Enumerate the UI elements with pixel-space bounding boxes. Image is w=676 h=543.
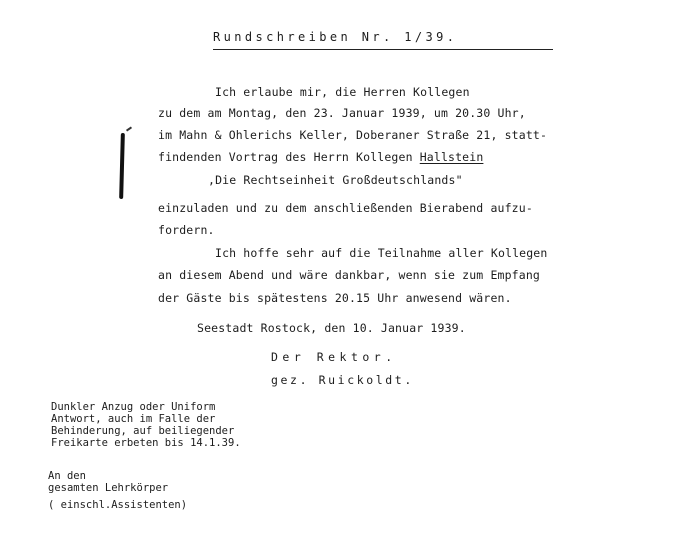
note-line-2: Antwort, auch im Falle der — [51, 413, 216, 425]
body-line-9: an diesem Abend und wäre dankbar, wenn sie zum Empfang — [158, 268, 540, 282]
recipient-line-3: ( einschl.Assistenten) — [48, 499, 188, 511]
title-underline — [213, 49, 553, 50]
body-line-8: Ich hoffe sehr auf die Teilnahme aller Kollegen — [215, 246, 548, 260]
body-line-1: Ich erlaube mir, die Herren Kollegen — [215, 85, 470, 99]
note-line-1: Dunkler Anzug oder Uniform — [51, 401, 216, 413]
document-title: Rundschreiben Nr. 1/39. — [213, 30, 458, 44]
body-line-6: einzuladen und zu dem anschließenden Bierabend aufzu- — [158, 201, 533, 215]
signature-line — [271, 373, 414, 387]
margin-pencil-mark — [119, 133, 125, 199]
body-line-4 — [158, 150, 483, 164]
margin-pencil-tick — [126, 126, 132, 131]
lecture-title: ,Die Rechtseinheit Großdeutschlands" — [208, 173, 463, 187]
recipient-line-1: An den — [48, 470, 86, 482]
speaker-name: Hallstein — [419, 150, 484, 164]
place-and-date: Seestadt Rostock, den 10. Januar 1939. — [197, 321, 466, 335]
recipient-line-2: gesamten Lehrkörper — [48, 482, 169, 494]
body-line-2: zu dem am Montag, den 23. Januar 1939, um 20.30 Uhr, — [158, 106, 526, 120]
signature-text: gez. Ruickoldt. — [271, 373, 414, 387]
body-line-10: der Gäste bis spätestens 20.15 Uhr anwesend wären. — [158, 291, 512, 305]
body-line-3: im Mahn & Ohlerichs Keller, Doberaner Straße 21, statt- — [158, 128, 548, 142]
signer-role: Der Rektor. — [271, 350, 397, 364]
note-line-3: Behinderung, auf beiliegender — [51, 425, 235, 437]
note-line-4: Freikarte erbeten bis 14.1.39. — [51, 437, 241, 449]
body-line-7: fordern. — [158, 223, 215, 237]
body-line-4-text: findenden Vortrag des Herrn Kollegen — [158, 150, 420, 164]
